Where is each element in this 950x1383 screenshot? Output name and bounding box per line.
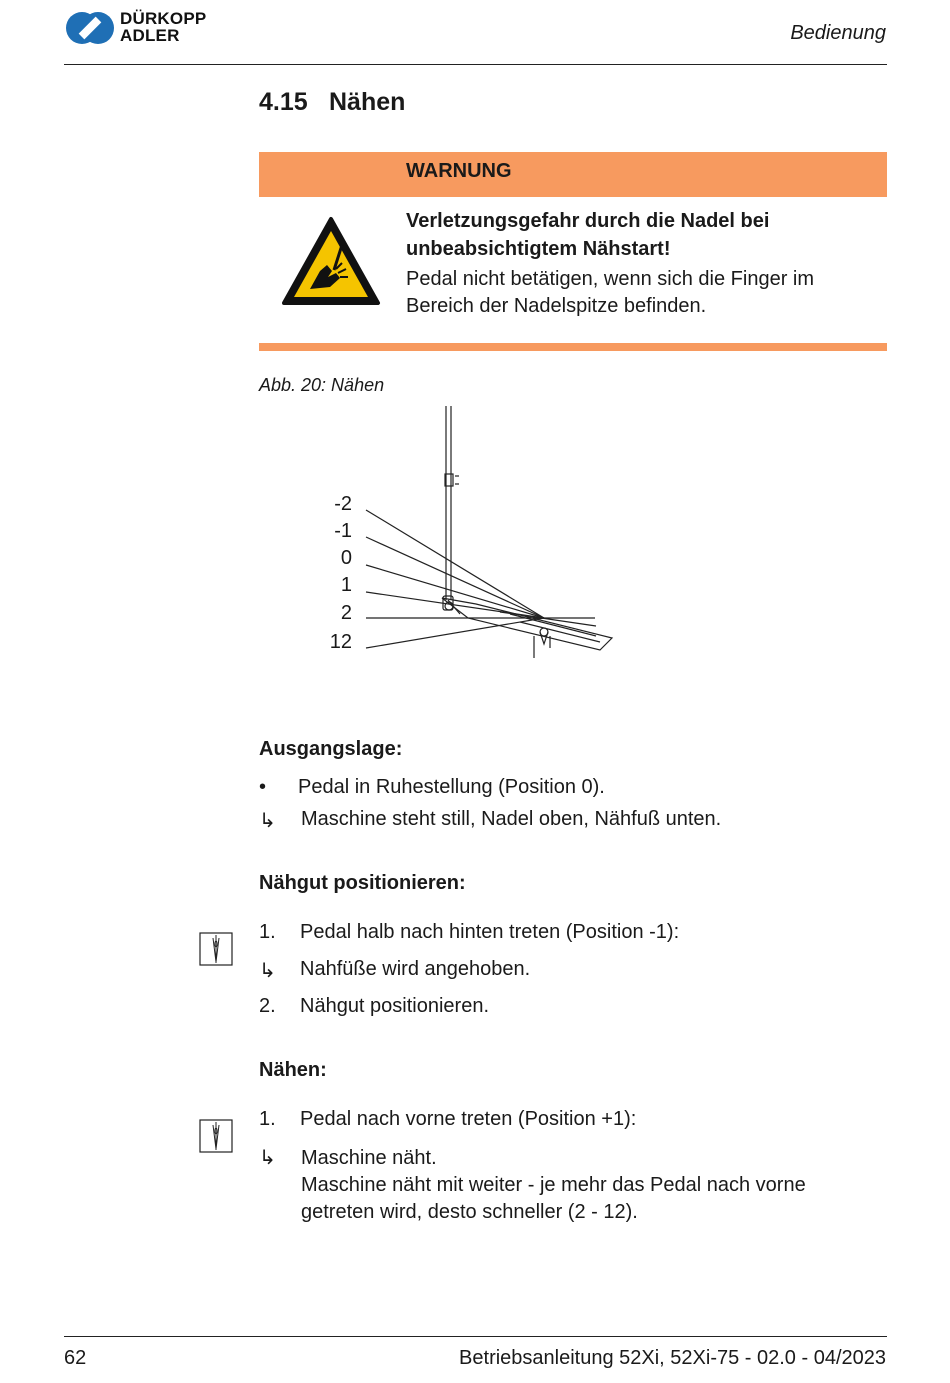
result-ausgangslage: Maschine steht still, Nadel oben, Nähfuß unten. — [301, 808, 722, 830]
step-positionieren-1: Pedal halb nach hinten treten (Position -1): — [300, 921, 680, 943]
position-label-12: 12 — [329, 631, 352, 653]
subheading-ausgangslage: Ausgangslage: — [259, 738, 403, 760]
pedal-diagram — [300, 400, 640, 700]
warning-body: Pedal nicht betätigen, wenn sich die Finger im Bereich der Nadelspitze befinden. — [406, 268, 815, 317]
result-naehen-line1: Maschine näht. — [301, 1147, 437, 1169]
header-section-title: Bedienung — [790, 22, 886, 44]
position-label-0: 0 — [340, 547, 352, 569]
result-naehen-line2: Maschine näht mit weiter - je mehr das Pedal nach vorne getreten wird, desto schneller (2 - 12). — [301, 1174, 806, 1223]
bullet-icon: • — [259, 776, 267, 798]
result-positionieren: Nahfüße wird angehoben. — [300, 958, 531, 980]
needle-symbol-icon — [199, 1119, 233, 1153]
list-item-ausgangslage: Pedal in Ruhestellung (Position 0). — [298, 776, 605, 798]
step-number: 2. — [259, 995, 276, 1017]
position-label-minus1: -1 — [334, 520, 352, 542]
position-label-minus2: -2 — [334, 493, 352, 515]
warning-bottom-bar — [259, 343, 887, 351]
hand-needle-hazard-icon — [280, 215, 382, 307]
subheading-positionieren: Nähgut positionieren: — [259, 872, 466, 894]
page-number: 62 — [64, 1347, 87, 1369]
section-name: Nähen — [329, 88, 406, 116]
company-logo — [64, 8, 234, 50]
needle-symbol-icon — [199, 932, 233, 966]
footer-divider — [64, 1336, 887, 1337]
step-number: 1. — [259, 1108, 276, 1130]
step-number: 1. — [259, 921, 276, 943]
warning-header-bar — [259, 152, 887, 197]
figure-caption: Abb. 20: Nähen — [259, 375, 385, 395]
header-divider — [64, 64, 887, 65]
result-arrow-icon: ↳ — [259, 960, 276, 982]
result-arrow-icon: ↳ — [259, 1147, 276, 1169]
warning-title: Verletzungsgefahr durch die Nadel bei unbeabsichtigtem Nähstart! — [406, 210, 770, 260]
position-label-1: 1 — [340, 574, 352, 596]
step-positionieren-2: Nähgut positionieren. — [300, 995, 490, 1017]
logo-mark-icon — [64, 8, 116, 48]
logo-text-line1: DÜRKOPP — [120, 9, 207, 28]
document-reference: Betriebsanleitung 52Xi, 52Xi-75 - 02.0 - 04/2023 — [459, 1347, 886, 1369]
subheading-naehen: Nähen: — [259, 1059, 327, 1081]
section-number: 4.15 — [259, 88, 308, 116]
pedal-drawing — [300, 400, 640, 700]
position-label-2: 2 — [340, 602, 352, 624]
logo-text-line2: ADLER — [120, 26, 180, 45]
warning-label: WARNUNG — [406, 160, 512, 182]
result-arrow-icon: ↳ — [259, 810, 276, 832]
page-title — [259, 88, 405, 117]
step-naehen-1: Pedal nach vorne treten (Position +1): — [300, 1108, 637, 1130]
result-naehen — [301, 1145, 881, 1226]
